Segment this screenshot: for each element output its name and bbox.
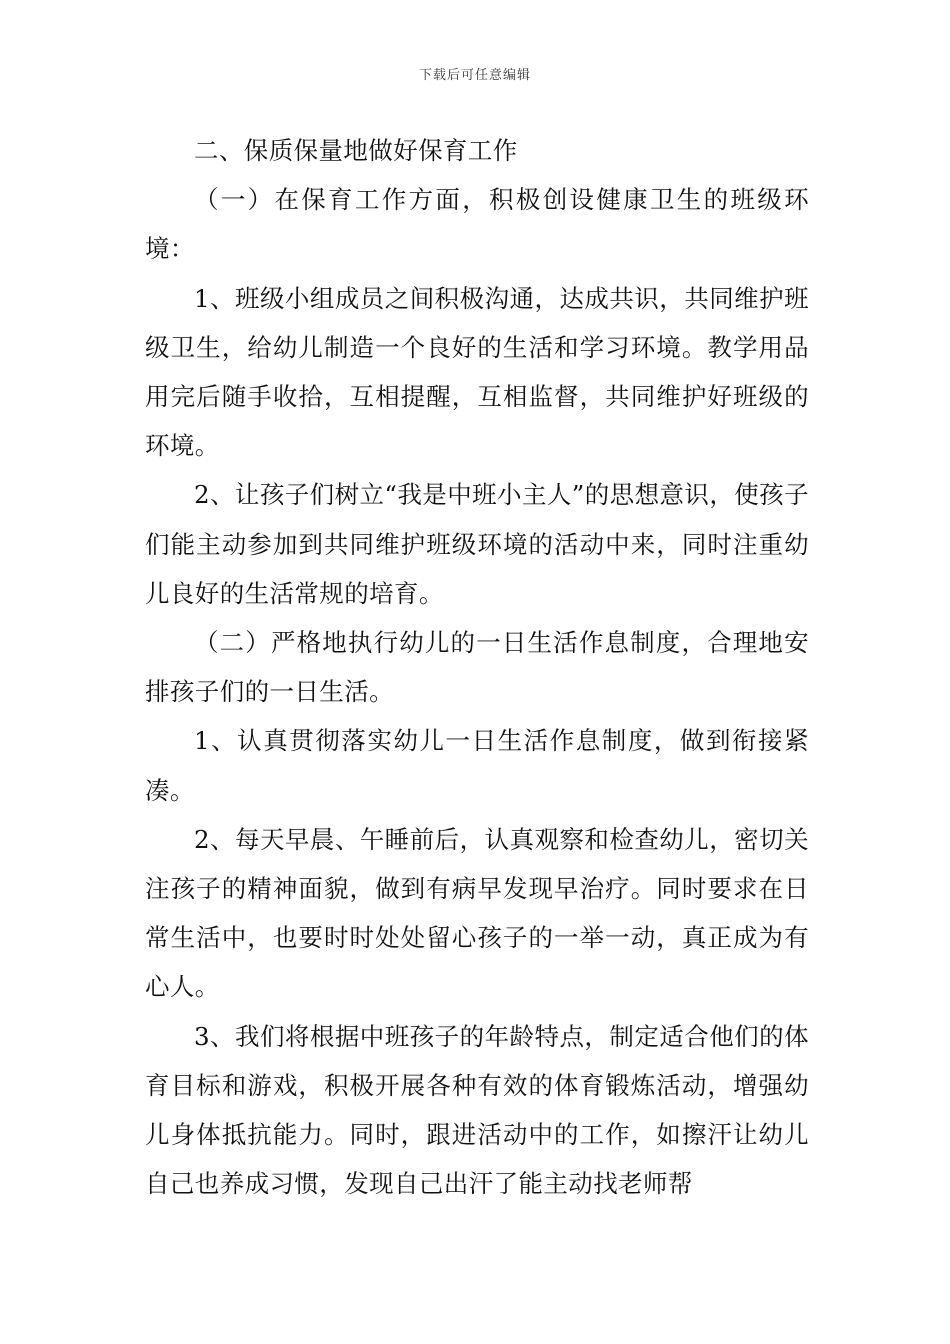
document-body bbox=[145, 126, 809, 1208]
subsection-heading-1: （一）在保育工作方面，积极创设健康卫生的班级环境： bbox=[145, 185, 809, 264]
page-header-note: 下载后可任意编辑 bbox=[418, 68, 531, 83]
paragraph-2-2: 2、每天早晨、午睡前后，认真观察和检查幼儿，密切关注孩子的精神面貌，做到有病早发现早治疗。同时要求在日常生活中，也要时时处处留心孩子的一举一动，真正成为有心人。 bbox=[145, 824, 809, 1002]
subsection-heading-2: （二）严格地执行幼儿的一日生活作息制度，合理地安排孩子们的一日生活。 bbox=[145, 628, 809, 707]
paragraph-1-2: 2、让孩子们树立“我是中班小主人”的思想意识，使孩子们能主动参加到共同维护班级环境的活动中来，同时注重幼儿良好的生活常规的培育。 bbox=[145, 480, 809, 608]
paragraph-1-1: 1、班级小组成员之间积极沟通，达成共识，共同维护班级卫生，给幼儿制造一个良好的生活和学习环境。教学用品用完后随手收拾，互相提醒，互相监督，共同维护好班级的环境。 bbox=[145, 283, 809, 461]
section-heading: 二、保质保量地做好保育工作 bbox=[194, 136, 518, 165]
paragraph-2-3: 3、我们将根据中班孩子的年龄特点，制定适合他们的体育目标和游戏，积极开展各种有效的体育锻炼活动，增强幼儿身体抵抗能力。同时，跟进活动中的工作，如擦汗让幼儿自己也养成习惯，发现自己出汗了能主动找老师帮 bbox=[145, 1021, 809, 1199]
paragraph-2-1: 1、认真贯彻落实幼儿一日生活作息制度，做到衔接紧凑。 bbox=[145, 726, 809, 805]
